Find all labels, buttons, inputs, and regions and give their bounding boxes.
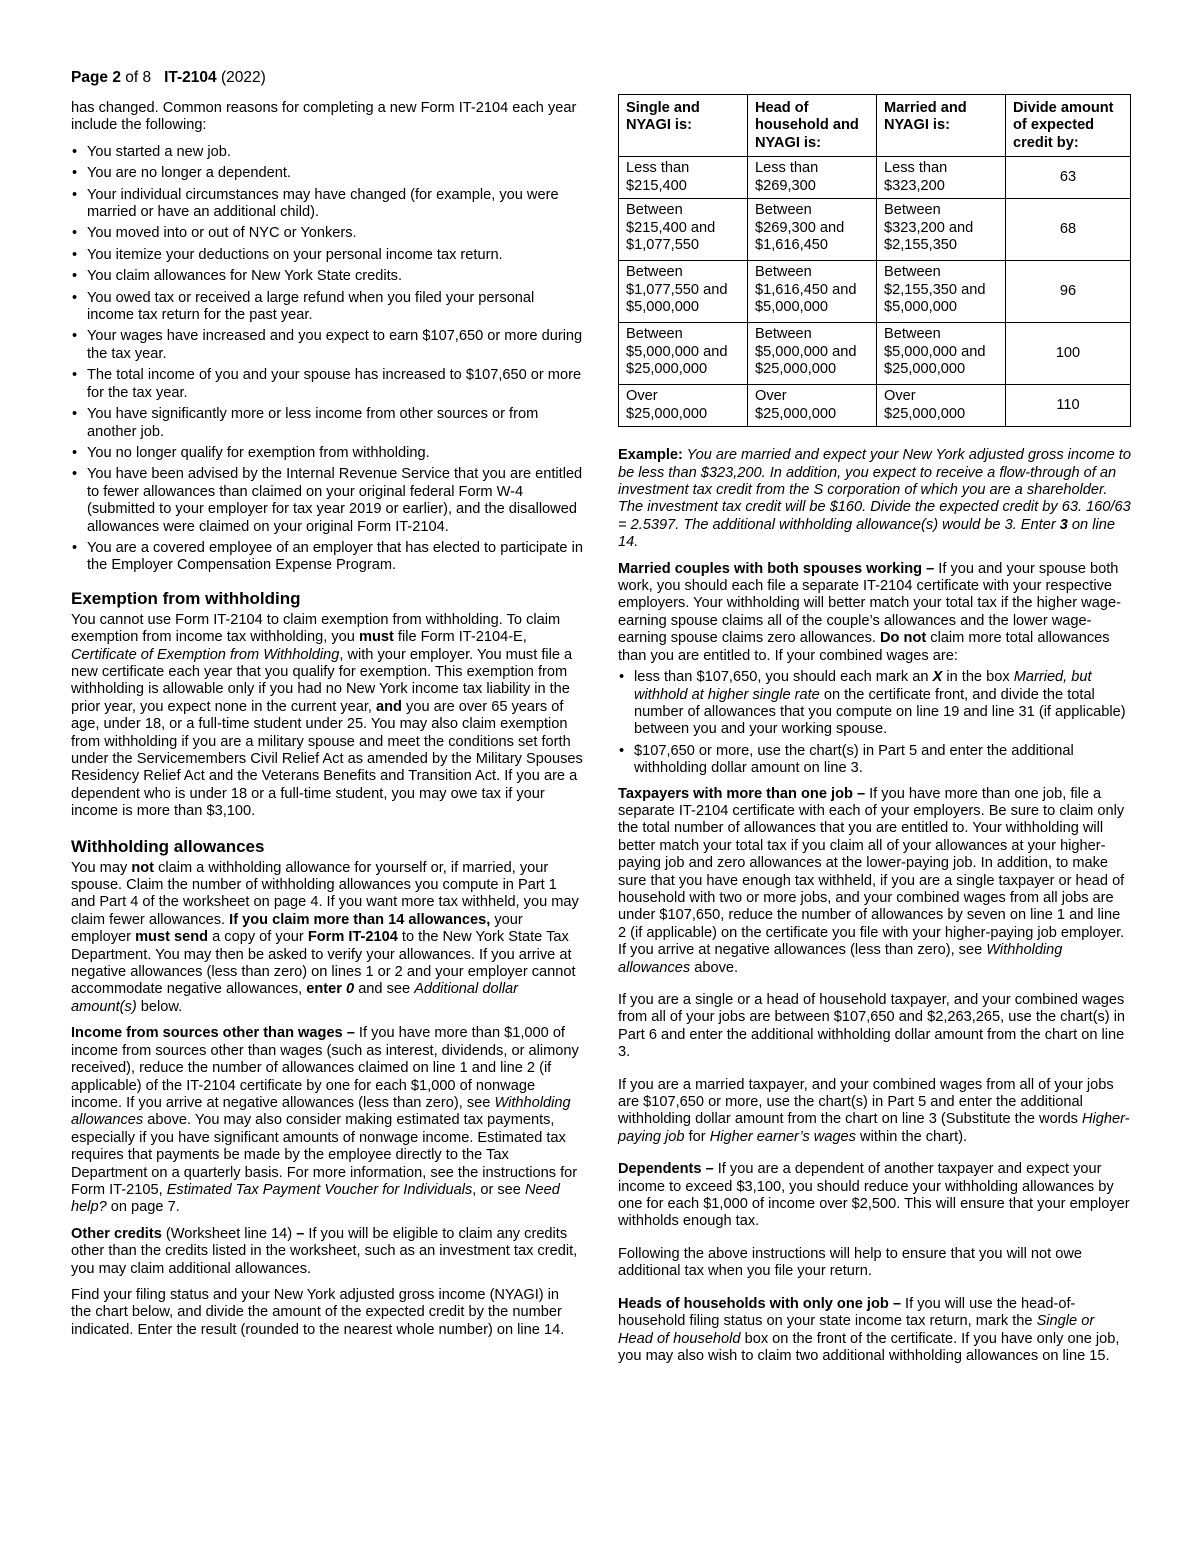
- table-cell: Between $5,000,000 and $25,000,000: [877, 323, 1006, 385]
- table-row: [619, 157, 1131, 199]
- married-bullets: [618, 669, 1131, 777]
- table-cell-divisor: 96: [1006, 261, 1131, 323]
- list-item: • You have been advised by the Internal Revenue Service that you are entitled to fewer allowances than claimed on your original federal Form W-4 (submitted to your employer for tax year 2019 or earlier), and the disallowed allowances were claimed on your original Form IT-2104.: [71, 466, 583, 536]
- multi-job-paragraph: Taxpayers with more than one job – If you have more than one job, file a separate IT-2104 certificate with each of your employers. Be sure to claim only the total number of allowances that you are entitled to. Your withholding will better match your total tax if you claim all of your allowances at your higher-paying job and zero allowances at the lower-paying job. In addition, to make sure that you have enough tax withheld, if you are a single taxpayer or head of household with two or more jobs, and your combined wages from all jobs are under $107,650, reduce the number of allowances by seven on line 1 and line 2 (if applicable) on the certificate you file with your higher-paying job employer. If you arrive at negative allowances (less than zero), see Withholding allowances above.: [618, 785, 1125, 976]
- list-item: • You are no longer a dependent.: [71, 165, 583, 182]
- table-cell: Over $25,000,000: [619, 385, 748, 427]
- find-status-paragraph: Find your filing status and your New York adjusted gross income (NYAGI) in the chart below, and divide the amount of the expected credit by the number indicated. Enter the result (rounded to the nearest whole number) on line 14.: [71, 1286, 565, 1338]
- list-item: • You owed tax or received a large refund when you filed your personal income tax return for the past year.: [71, 290, 583, 325]
- table-cell: Between $2,155,350 and $5,000,000: [877, 261, 1006, 323]
- list-item: • You started a new job.: [71, 144, 583, 161]
- exemption-heading: Exemption from withholding: [71, 588, 301, 608]
- income-other-paragraph: Income from sources other than wages – If you have more than $1,000 of income from sources other than wages (such as interest, dividends, or alimony received), reduce the number of allowances claimed on line 1 and line 2 (if applicable) of the IT-2104 certificate by one for each $1,000 of nonwage income. If you arrive at negative allowances (less than zero), see Withholding allowances above. You may also consider making estimated tax payments, especially if you have significant amounts of nonwage income. Estimated tax requires that payments be made by the employee directly to the Tax Department on a quarterly basis. For more information, see the instructions for Form IT-2105, Estimated Tax Payment Voucher for Individuals, or see Need help? on page 7.: [71, 1025, 579, 1216]
- table-header-cell: Head of household and NYAGI is:: [748, 95, 877, 157]
- table-header-cell: Single and NYAGI is:: [619, 95, 748, 157]
- table-cell: Between $1,616,450 and $5,000,000: [748, 261, 877, 323]
- table-cell-divisor: 100: [1006, 323, 1131, 385]
- list-item: • You claim allowances for New York State credits.: [71, 268, 583, 285]
- table-cell: Between $269,300 and $1,616,450: [748, 199, 877, 261]
- page-header: [71, 69, 266, 87]
- dependents-paragraph: Dependents – If you are a dependent of another taxpayer and expect your income to exceed $3,100, you should reduce your withholding allowances by one for each $1,000 of income over $2,500. This will ensure that your employer withholds enough tax.: [618, 1161, 1130, 1230]
- heads-paragraph: Heads of households with only one job – If you will use the head-of-household filing status on your state income tax return, mark the Single or Head of household box on the front of the certificate. If you have only one job, you may also wish to claim two additional withholding allowances on line 15.: [618, 1295, 1120, 1364]
- credit-divisor-table: [618, 94, 1131, 427]
- right-column: [618, 94, 1131, 1374]
- table-header-row: [619, 95, 1131, 157]
- list-item: • You have significantly more or less income from other sources or from another job.: [71, 406, 583, 441]
- list-item: • Your wages have increased and you expect to earn $107,650 or more during the tax year.: [71, 328, 583, 363]
- following-paragraph: Following the above instructions will help to ensure that you will not owe additional tax when you file your return.: [618, 1245, 1083, 1280]
- single-hoh-paragraph: If you are a single or a head of household taxpayer, and your combined wages from all of your jobs are between $107,650 and $2,263,265, use the chart(s) in Part 6 and enter the additional withholding dollar amount from the chart on line 3.: [618, 992, 1126, 1061]
- page-label: Page 2: [71, 69, 121, 86]
- other-credits-paragraph: Other credits (Worksheet line 14) – If you will be eligible to claim any credits other than the credits listed in the worksheet, such as an investment tax credit, you may claim additional allowances.: [71, 1225, 578, 1277]
- list-item: • You itemize your deductions on your personal income tax return.: [71, 247, 583, 264]
- table-cell: Less than $215,400: [619, 157, 748, 199]
- form-year: (2022): [220, 69, 266, 86]
- page-of-total: of 8: [125, 69, 152, 86]
- allowances-paragraph: You may not claim a withholding allowance for yourself or, if married, your spouse. Claim the number of withholding allowances you compute in Part 1 and Part 4 of the worksheet on page 4. If you want more tax withheld, you may claim fewer allowances. If you claim more than 14 allowances, your employer must send a copy of your Form IT-2104 to the New York State Tax Department. You may then be asked to verify your allowances. If you arrive at negative allowances (less than zero) on lines 1 or 2 and your employer cannot accommodate negative allowances, enter 0 and see Additional dollar amount(s) below.: [71, 859, 579, 1015]
- table-cell-divisor: 68: [1006, 199, 1131, 261]
- exemption-paragraph: You cannot use Form IT-2104 to claim exemption from withholding. To claim exemption from income tax withholding, you must file Form IT-2104-E, Certificate of Exemption from Withholding, with your employer. You must file a new certificate each year that you qualify for exemption. This exemption from withholding is allowable only if you had no New York income tax liability in the prior year, you expect none in the current year, and you are over 65 years of age, under 18, or a full-time student under 25. You may also claim exemption from withholding if you are a military spouse and meet the conditions set forth under the Servicemembers Civil Relief Act as amended by the Military Spouses Residency Relief Act and the Veterans Benefits and Transition Act. If you are a dependent who is under 18 or a full-time student, you may owe tax if your income is more than $3,100.: [71, 611, 583, 820]
- table-row: [619, 199, 1131, 261]
- intro-paragraph: has changed. Common reasons for completing a new Form IT-2104 each year include the following:: [71, 100, 577, 134]
- table-cell: Between $323,200 and $2,155,350: [877, 199, 1006, 261]
- married-paragraph: Married couples with both spouses working – If you and your spouse both work, you should each file a separate IT-2104 certificate with your respective employers. Your withholding will better match your total tax if the higher wage-earning spouse claims all of the couple’s allowances and the lower wage-earning spouse claims zero allowances. Do not claim more total allowances than you are entitled to. If your combined wages are:: [618, 560, 1121, 664]
- list-item: • Your individual circumstances may have changed (for example, you were married or have an additional child).: [71, 187, 583, 222]
- married-taxpayer-paragraph: If you are a married taxpayer, and your combined wages from all of your jobs are $107,650 or more, use the chart(s) in Part 5 and enter the additional withholding dollar amount from the chart on line 3 (Substitute the words Higher-paying job for Higher earner’s wages within the chart).: [618, 1076, 1130, 1145]
- reasons-list: [71, 144, 583, 575]
- left-column: [71, 100, 583, 1348]
- list-item: • You are a covered employee of an employer that has elected to participate in the Employer Compensation Expense Program.: [71, 540, 583, 575]
- table-cell: Less than $323,200: [877, 157, 1006, 199]
- table-cell: Between $5,000,000 and $25,000,000: [619, 323, 748, 385]
- allowances-heading: Withholding allowances: [71, 836, 265, 856]
- list-item: • $107,650 or more, use the chart(s) in Part 5 and enter the additional withholding dollar amount on line 3.: [618, 743, 1131, 778]
- table-cell: Over $25,000,000: [748, 385, 877, 427]
- table-cell-divisor: 110: [1006, 385, 1131, 427]
- list-item: • The total income of you and your spouse has increased to $107,650 or more for the tax year.: [71, 367, 583, 402]
- table-cell: Between $1,077,550 and $5,000,000: [619, 261, 748, 323]
- table-row: [619, 323, 1131, 385]
- list-item: • less than $107,650, you should each mark an X in the box Married, but withhold at higher single rate on the certificate front, and divide the total number of allowances that you compute on line 19 and line 31 (if applicable) between you and your working spouse.: [618, 669, 1131, 739]
- table-header-cell: Divide amount of expected credit by:: [1006, 95, 1131, 157]
- table-cell: Between $5,000,000 and $25,000,000: [748, 323, 877, 385]
- table-cell-divisor: 63: [1006, 157, 1131, 199]
- list-item: • You no longer qualify for exemption from withholding.: [71, 445, 583, 462]
- table-cell: Between $215,400 and $1,077,550: [619, 199, 748, 261]
- table-row: [619, 261, 1131, 323]
- table-row: [619, 385, 1131, 427]
- table-header-cell: Married and NYAGI is:: [877, 95, 1006, 157]
- table-cell: Over $25,000,000: [877, 385, 1006, 427]
- form-number: IT-2104: [164, 69, 217, 86]
- list-item: • You moved into or out of NYC or Yonkers.: [71, 225, 583, 242]
- example-paragraph: Example: You are married and expect your New York adjusted gross income to be less than $323,200. In addition, you expect to receive a flow-through of an investment tax credit from the S corporation of which you are a shareholder. The investment tax credit will be $160. Divide the expected credit by 63. 160/63 = 2.5397. The additional withholding allowance(s) would be 3. Enter 3 on line 14.: [618, 447, 1131, 551]
- table-cell: Less than $269,300: [748, 157, 877, 199]
